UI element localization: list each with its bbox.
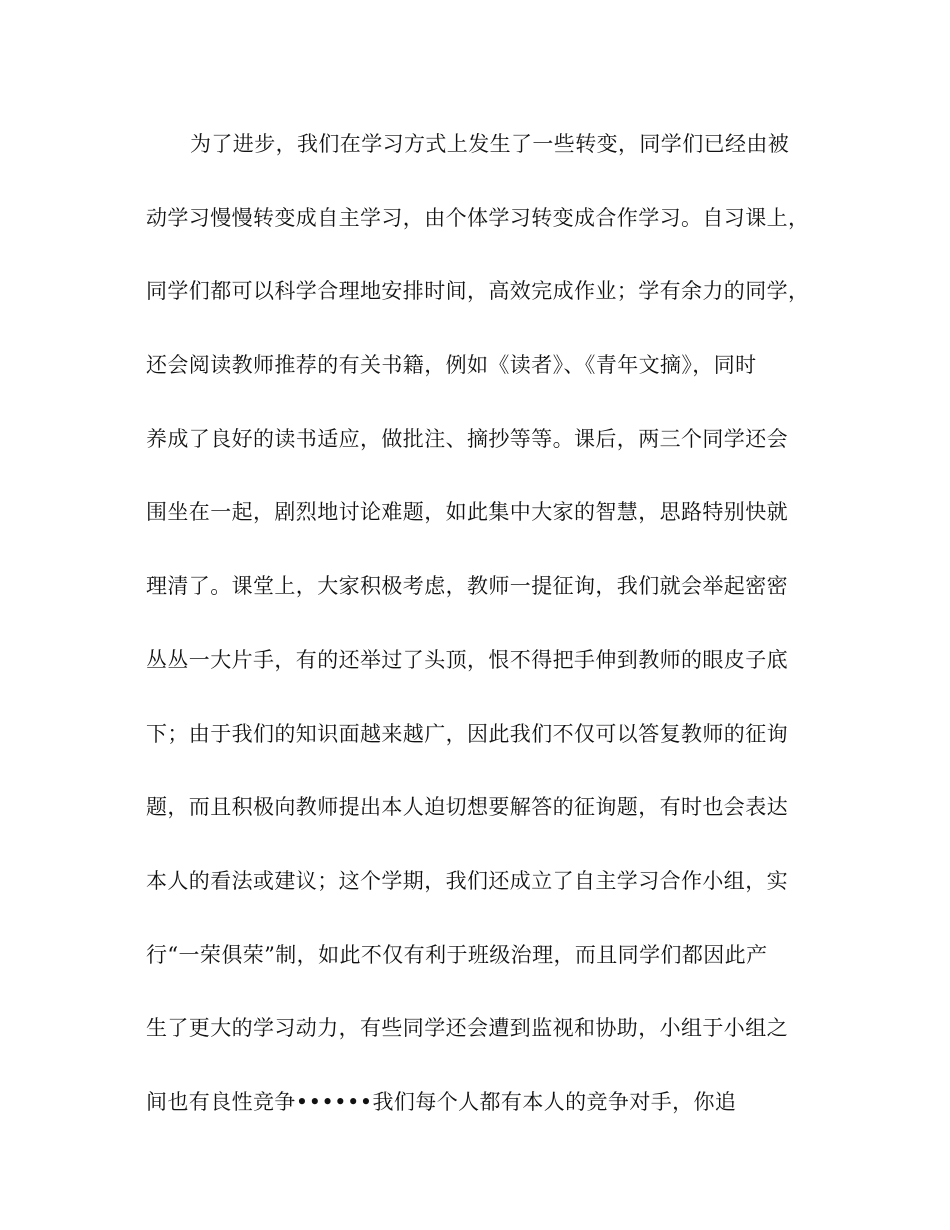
text-line: 动学习慢慢转变成自主学习，由个体学习转变成合作学习。自习课上， <box>146 205 810 230</box>
text-line: 间也有良性竞争••••••我们每个人都有本人的竞争对手，你追 <box>146 1089 737 1114</box>
text-line: 生了更大的学习动力，有些同学还会遭到监视和协助，小组于小组之 <box>146 1016 788 1041</box>
body-paragraph <box>146 124 816 1156</box>
text-line: 为了进步，我们在学习方式上发生了一些转变，同学们已经由被 <box>190 132 790 156</box>
text-line: 围坐在一起，剧烈地讨论难题，如此集中大家的智慧，思路特别快就 <box>146 500 788 525</box>
text-line: 理清了。课堂上，大家积极考虑，教师一提征询，我们就会举起密密 <box>146 574 788 599</box>
text-line: 养成了良好的读书适应，做批注、摘抄等等。课后，两三个同学还会 <box>146 426 788 451</box>
text-line: 下；由于我们的知识面越来越广，因此我们不仅可以答复教师的征询 <box>146 721 788 746</box>
text-line: 丛丛一大片手，有的还举过了头顶，恨不得把手伸到教师的眼皮子底 <box>146 647 788 672</box>
text-line: 行“一荣俱荣”制，如此不仅有利于班级治理，而且同学们都因此产 <box>146 942 768 967</box>
text-line: 题，而且积极向教师提出本人迫切想要解答的征询题，有时也会表达 <box>146 795 788 820</box>
text-line: 还会阅读教师推荐的有关书籍，例如《读者》、《青年文摘》，同时 <box>146 353 757 378</box>
text-line: 本人的看法或建议；这个学期，我们还成立了自主学习合作小组，实 <box>146 868 788 893</box>
text-line: 同学们都可以科学合理地安排时间，高效完成作业；学有余力的同学， <box>146 279 810 304</box>
